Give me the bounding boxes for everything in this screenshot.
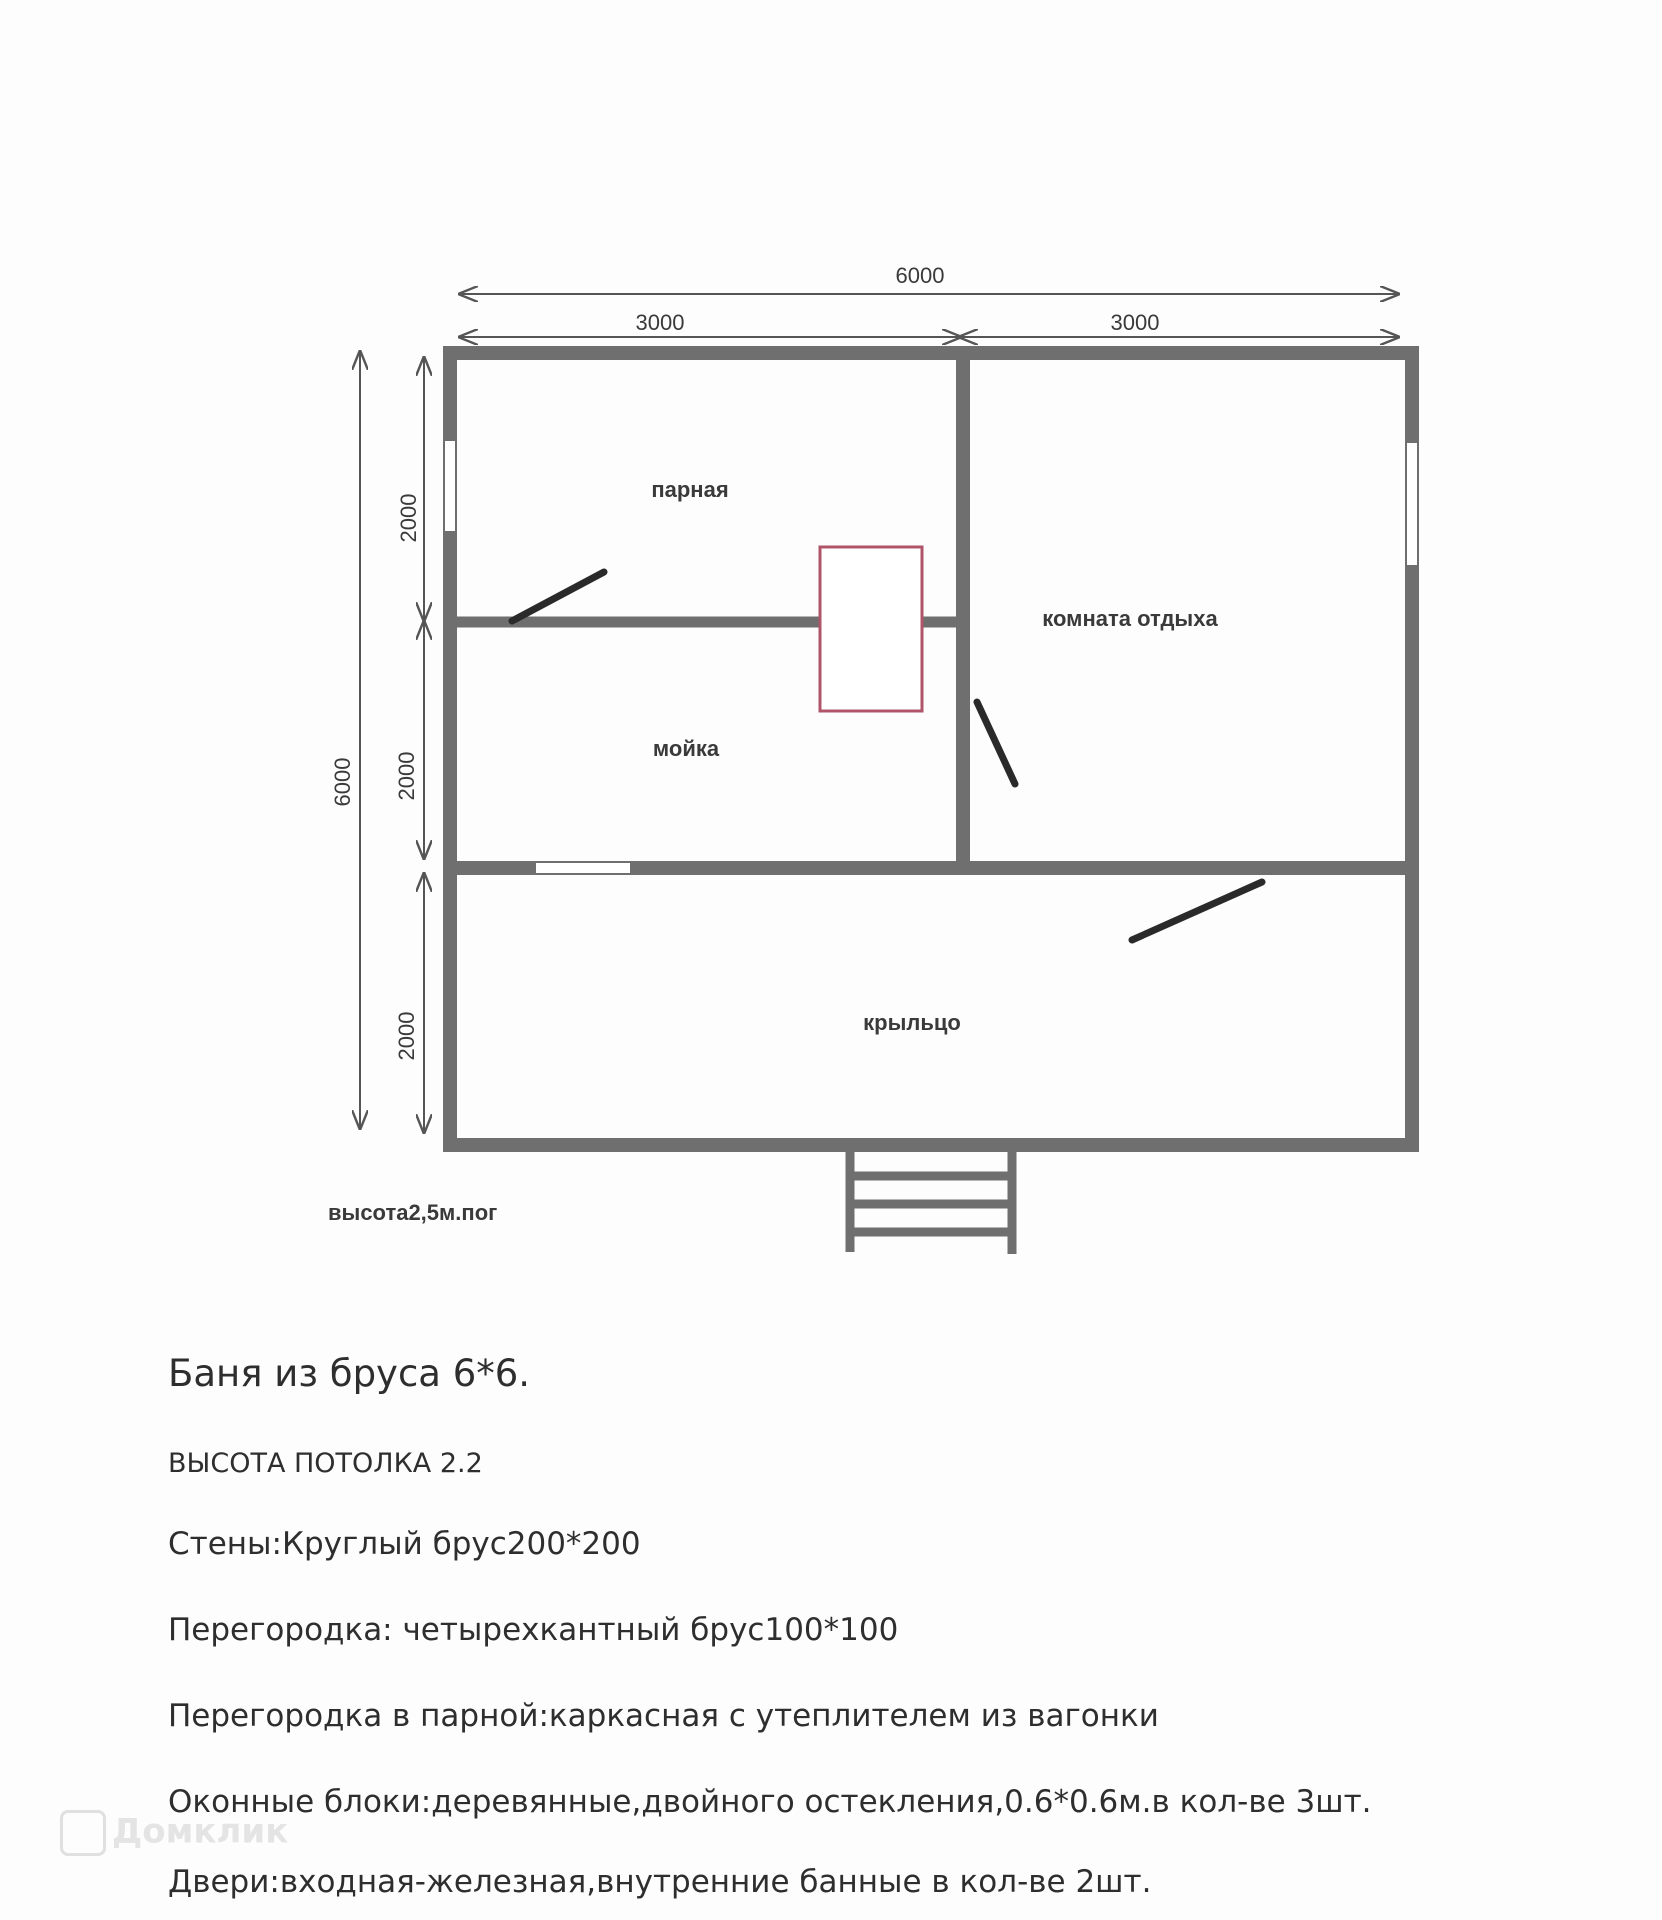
dim-wash-height: 2000: [394, 751, 419, 801]
watermark-text: Домклик: [112, 1811, 289, 1852]
window-partition: [535, 862, 631, 874]
dim-steam-height: 2000: [396, 493, 421, 543]
spec-doors: Двери:входная-железная,внутренние банные в кол-ве 2шт.: [168, 1864, 1152, 1900]
dim-porch-height: 2000: [394, 1011, 419, 1061]
porch-steps: [850, 1150, 1012, 1254]
windows: [444, 440, 1418, 874]
window-left: [444, 440, 456, 532]
window-right: [1406, 442, 1418, 566]
door-rest: [977, 702, 1015, 784]
stove: [820, 547, 922, 711]
spec-title: Баня из бруса 6*6.: [168, 1352, 531, 1395]
door-steam: [512, 572, 604, 621]
spec-windows: Оконные блоки:деревянные,двойного остекления,0.6*0.6м.в кол-ве 3шт.: [168, 1784, 1372, 1820]
dim-total-height: 6000: [330, 757, 355, 807]
room-label-steam: парная: [651, 477, 729, 502]
room-label-rest: комната отдыха: [1042, 606, 1218, 631]
dim-total-width: 6000: [895, 263, 945, 288]
spec-partition: Перегородка: четырехкантный брус100*100: [168, 1612, 899, 1648]
dim-left-width: 3000: [635, 310, 685, 335]
room-label-porch: крыльцо: [863, 1010, 961, 1035]
spec-walls: Стены:Круглый брус200*200: [168, 1526, 641, 1562]
height-note: высота2,5м.пог: [328, 1200, 498, 1225]
watermark: [60, 1810, 288, 1856]
spec-ceiling: ВЫСОТА ПОТОЛКА 2.2: [168, 1448, 483, 1479]
dimension-lines: [360, 294, 1398, 1132]
dim-right-width: 3000: [1110, 310, 1160, 335]
spec-steam-partition: Перегородка в парной:каркасная с утеплителем из вагонки: [168, 1698, 1159, 1734]
watermark-house-icon: [60, 1810, 106, 1856]
room-label-wash: мойка: [652, 736, 720, 761]
door-porch: [1132, 882, 1262, 940]
